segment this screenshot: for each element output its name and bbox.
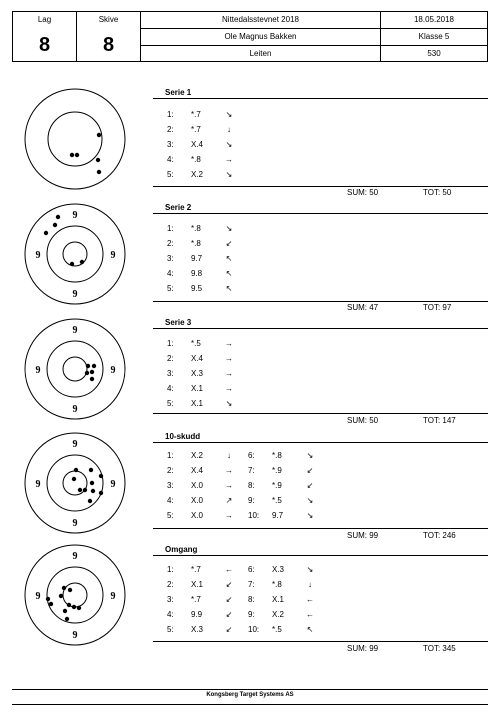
shot-hole [97, 170, 101, 174]
target-serie-2 [24, 203, 126, 305]
ring-label-top: 9 [72, 439, 78, 450]
shot-hole [67, 603, 71, 607]
shot-hole [70, 262, 74, 266]
shot-direction-icon: ← [306, 595, 314, 604]
series-total: TOT: 147 [423, 416, 456, 425]
ring-label-left: 9 [35, 250, 41, 261]
middle-ring [47, 226, 103, 282]
shot-direction-icon: ↓ [308, 580, 312, 589]
shot-hole [72, 477, 76, 481]
ring-label-bottom: 9 [72, 518, 78, 529]
shot-direction-icon: → [225, 481, 233, 490]
shot-hole [85, 371, 89, 375]
shot-hole [59, 594, 63, 598]
shot-hole [62, 586, 66, 590]
shot-direction-icon: → [225, 339, 233, 348]
shot-direction-icon: ↙ [225, 625, 233, 634]
shot-direction-icon: ↖ [225, 254, 233, 263]
outer-ring [25, 89, 125, 189]
shot-direction-icon: ↘ [306, 565, 314, 574]
ring-label-bottom: 9 [72, 404, 78, 415]
ring-label-bottom: 9 [72, 289, 78, 300]
shot-hole [83, 488, 87, 492]
footer-divider [12, 689, 488, 690]
footer-company: Kongsberg Target Systems AS [206, 692, 294, 698]
series-total: TOT: 50 [423, 188, 452, 197]
header-table [12, 11, 488, 62]
shooter-class: Klasse 5 [418, 32, 450, 41]
target-serie-3 [24, 318, 126, 420]
shot-direction-icon: → [225, 354, 233, 363]
ring-label-right: 9 [110, 591, 116, 602]
shot-hole [86, 364, 90, 368]
shot-direction-icon: ↓ [227, 125, 231, 134]
inner-ring [48, 112, 102, 166]
shot-direction-icon: ↙ [225, 239, 233, 248]
shot-direction-icon: ↙ [306, 481, 314, 490]
shot-hole [46, 597, 50, 601]
shot-hole [80, 260, 84, 264]
shot-direction-icon: ↖ [306, 625, 314, 634]
shot-direction-icon: ↘ [225, 170, 233, 179]
series-sum: SUM: 50 [347, 188, 379, 197]
shot-hole [75, 153, 79, 157]
ring-label-left: 9 [35, 591, 41, 602]
series-sum: SUM: 99 [347, 531, 379, 540]
ring-label-left: 9 [35, 365, 41, 376]
shot-direction-icon: ↘ [306, 496, 314, 505]
ring-label-top: 9 [72, 210, 78, 221]
ring-label-right: 9 [110, 479, 116, 490]
shot-direction-icon: ↘ [225, 399, 233, 408]
shot-direction-icon: ↘ [225, 140, 233, 149]
shot-direction-icon: ↘ [225, 110, 233, 119]
ring-label-right: 9 [110, 250, 116, 261]
shot-hole [92, 364, 96, 368]
shot-direction-icon: ↘ [306, 451, 314, 460]
shot-hole [91, 489, 95, 493]
shot-hole [99, 474, 103, 478]
ring-label-left: 9 [35, 479, 41, 490]
shot-hole [74, 468, 78, 472]
shot-direction-icon: ↓ [227, 451, 231, 460]
shot-hole [72, 605, 76, 609]
shot-hole [65, 617, 69, 621]
target-serie-1 [24, 88, 126, 190]
shot-hole [96, 158, 100, 162]
shooter-number: 530 [427, 49, 441, 58]
ring-label-right: 9 [110, 365, 116, 376]
ring-label-top: 9 [72, 325, 78, 336]
section-title: Serie 1 [165, 88, 192, 97]
ring-label-top: 9 [72, 551, 78, 562]
shot-hole [70, 153, 74, 157]
shot-direction-icon: ↙ [306, 466, 314, 475]
target-omgang [24, 544, 126, 646]
series-total: TOT: 97 [423, 303, 452, 312]
shot-hole [90, 377, 94, 381]
shot-hole [78, 488, 82, 492]
middle-ring [47, 341, 103, 397]
shot-direction-icon: ↙ [225, 580, 233, 589]
shot-hole [90, 370, 94, 374]
shot-hole [44, 231, 48, 235]
shot-direction-icon: → [225, 511, 233, 520]
target-10-skudd [24, 432, 126, 534]
lag-value: 8 [38, 34, 51, 56]
event-name: Nittedalsstevnet 2018 [222, 15, 299, 24]
inner-ring [63, 357, 87, 381]
middle-ring [47, 455, 103, 511]
shot-hole [89, 468, 93, 472]
skive-value: 8 [102, 34, 115, 56]
shooter-name: Ole Magnus Bakken [224, 32, 297, 41]
shot-direction-icon: ↙ [225, 610, 233, 619]
shot-direction-icon: → [225, 384, 233, 393]
shot-direction-icon: ← [306, 610, 314, 619]
shot-hole [56, 215, 60, 219]
lag-label: Lag [37, 15, 52, 24]
club-name: Leiten [249, 49, 272, 58]
shot-direction-icon: ↙ [225, 595, 233, 604]
inner-ring [63, 583, 87, 607]
series-total: TOT: 246 [423, 531, 456, 540]
shot-hole [49, 602, 53, 606]
shot-hole [99, 491, 103, 495]
shot-direction-icon: → [225, 155, 233, 164]
section-title: Serie 2 [165, 203, 192, 212]
shot-direction-icon: ↖ [225, 284, 233, 293]
shot-direction-icon: → [225, 466, 233, 475]
series-sum: SUM: 47 [347, 303, 379, 312]
section-title: 10-skudd [165, 432, 201, 441]
series-sum: SUM: 50 [347, 416, 379, 425]
shot-hole [90, 481, 94, 485]
shot-direction-icon: ↘ [225, 224, 233, 233]
shot-hole [68, 588, 72, 592]
shot-direction-icon: ↖ [225, 269, 233, 278]
series-total: TOT: 345 [423, 644, 456, 653]
shot-direction-icon: ← [225, 565, 233, 574]
section-title: Serie 3 [165, 318, 192, 327]
middle-ring [47, 567, 103, 623]
skive-label: Skive [98, 15, 119, 24]
shot-hole [53, 223, 57, 227]
shot-hole [63, 609, 67, 613]
series-sum: SUM: 99 [347, 644, 379, 653]
footer-divider [12, 704, 488, 705]
section-title: Omgang [165, 545, 198, 554]
ring-label-bottom: 9 [72, 630, 78, 641]
shot-direction-icon: ↘ [306, 511, 314, 520]
shot-hole [88, 499, 92, 503]
shot-hole [97, 133, 101, 137]
shot-hole [77, 606, 81, 610]
shot-direction-icon: ↗ [225, 496, 233, 505]
event-date: 18.05.2018 [413, 15, 455, 24]
shot-direction-icon: → [225, 369, 233, 378]
